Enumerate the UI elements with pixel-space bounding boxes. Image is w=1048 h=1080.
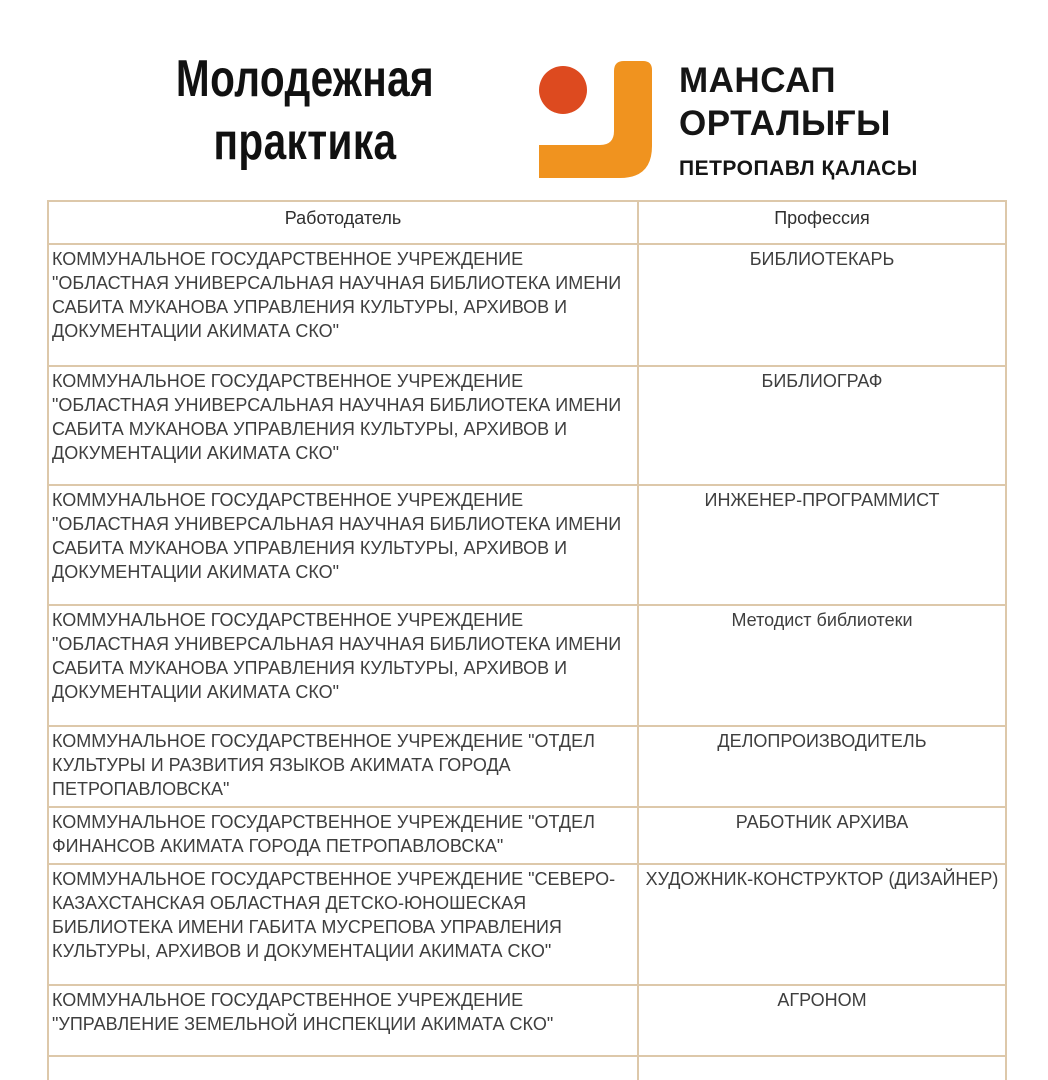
mansap-logo-icon bbox=[538, 57, 653, 179]
page-title-line-1: Молодежная bbox=[175, 50, 435, 108]
employer-cell: КОММУНАЛЬНОЕ ГОСУДАРСТВЕННОЕ УЧРЕЖДЕНИЕ "ОТДЕЛ КУЛЬТУРЫ И РАЗВИТИЯ ЯЗЫКОВ АКИМАТА ГОРОДА ПЕТРОПАВЛОВСКА" bbox=[48, 726, 638, 807]
table-row bbox=[48, 244, 1006, 366]
profession-cell: ХУДОЖНИК-КОНСТРУКТОР (ДИЗАЙНЕР) bbox=[638, 864, 1006, 985]
employer-cell bbox=[48, 1056, 638, 1080]
table-row bbox=[48, 985, 1006, 1056]
page-title-line-2: практика bbox=[213, 113, 397, 171]
logo-name-line-1: МАНСАП bbox=[679, 61, 837, 100]
employer-cell: КОММУНАЛЬНОЕ ГОСУДАРСТВЕННОЕ УЧРЕЖДЕНИЕ "ОТДЕЛ ФИНАНСОВ АКИМАТА ГОРОДА ПЕТРОПАВЛОВСКА" bbox=[48, 807, 638, 864]
table-row bbox=[48, 807, 1006, 864]
logo-name-line-2: ОРТАЛЫҒЫ bbox=[679, 104, 891, 143]
table-header-row bbox=[48, 201, 1006, 244]
column-header-profession: Профессия bbox=[638, 201, 1006, 244]
table-row-partial bbox=[48, 1056, 1006, 1080]
vacancies-table bbox=[47, 200, 1007, 1080]
logo-dot-icon bbox=[539, 66, 587, 114]
employer-cell: КОММУНАЛЬНОЕ ГОСУДАРСТВЕННОЕ УЧРЕЖДЕНИЕ "УПРАВЛЕНИЕ ЗЕМЕЛЬНОЙ ИНСПЕКЦИИ АКИМАТА СКО" bbox=[48, 985, 638, 1056]
employer-cell: КОММУНАЛЬНОЕ ГОСУДАРСТВЕННОЕ УЧРЕЖДЕНИЕ "ОБЛАСТНАЯ УНИВЕРСАЛЬНАЯ НАУЧНАЯ БИБЛИОТЕКА ИМЕНИ САБИТА МУКАНОВА УПРАВЛЕНИЯ КУЛЬТУРЫ, АРХИВОВ И ДОКУМЕНТАЦИИ АКИМАТА СКО" bbox=[48, 605, 638, 726]
profession-cell: АГРОНОМ bbox=[638, 985, 1006, 1056]
table-row bbox=[48, 864, 1006, 985]
employer-cell: КОММУНАЛЬНОЕ ГОСУДАРСТВЕННОЕ УЧРЕЖДЕНИЕ "ОБЛАСТНАЯ УНИВЕРСАЛЬНАЯ НАУЧНАЯ БИБЛИОТЕКА ИМЕНИ САБИТА МУКАНОВА УПРАВЛЕНИЯ КУЛЬТУРЫ, АРХИВОВ И ДОКУМЕНТАЦИИ АКИМАТА СКО" bbox=[48, 244, 638, 366]
column-header-employer: Работодатель bbox=[48, 201, 638, 244]
employer-cell: КОММУНАЛЬНОЕ ГОСУДАРСТВЕННОЕ УЧРЕЖДЕНИЕ "СЕВЕРО-КАЗАХСТАНСКАЯ ОБЛАСТНАЯ ДЕТСКО-ЮНОШЕСКАЯ БИБЛИОТЕКА ИМЕНИ ГАБИТА МУСРЕПОВА УПРАВЛЕНИЯ КУЛЬТУРЫ, АРХИВОВ И ДОКУМЕНТАЦИИ АКИМАТА СКО" bbox=[48, 864, 638, 985]
page-title bbox=[161, 48, 450, 174]
table-row bbox=[48, 605, 1006, 726]
profession-cell: БИБЛИОТЕКАРЬ bbox=[638, 244, 1006, 366]
employer-cell: КОММУНАЛЬНОЕ ГОСУДАРСТВЕННОЕ УЧРЕЖДЕНИЕ "ОБЛАСТНАЯ УНИВЕРСАЛЬНАЯ НАУЧНАЯ БИБЛИОТЕКА ИМЕНИ САБИТА МУКАНОВА УПРАВЛЕНИЯ КУЛЬТУРЫ, АРХИВОВ И ДОКУМЕНТАЦИИ АКИМАТА СКО" bbox=[48, 485, 638, 605]
profession-cell: БИБЛИОГРАФ bbox=[638, 366, 1006, 485]
logo bbox=[538, 57, 918, 181]
employer-cell: КОММУНАЛЬНОЕ ГОСУДАРСТВЕННОЕ УЧРЕЖДЕНИЕ "ОБЛАСТНАЯ УНИВЕРСАЛЬНАЯ НАУЧНАЯ БИБЛИОТЕКА ИМЕНИ САБИТА МУКАНОВА УПРАВЛЕНИЯ КУЛЬТУРЫ, АРХИВОВ И ДОКУМЕНТАЦИИ АКИМАТА СКО" bbox=[48, 366, 638, 485]
table-row bbox=[48, 485, 1006, 605]
table-row bbox=[48, 726, 1006, 807]
profession-cell: Методист библиотеки bbox=[638, 605, 1006, 726]
table-row bbox=[48, 366, 1006, 485]
logo-subtitle: ПЕТРОПАВЛ ҚАЛАСЫ bbox=[679, 157, 918, 180]
logo-text bbox=[679, 57, 918, 181]
profession-cell: РАБОТНИК АРХИВА bbox=[638, 807, 1006, 864]
profession-cell: ИНЖЕНЕР-ПРОГРАММИСТ bbox=[638, 485, 1006, 605]
profession-cell bbox=[638, 1056, 1006, 1080]
profession-cell: ДЕЛОПРОИЗВОДИТЕЛЬ bbox=[638, 726, 1006, 807]
